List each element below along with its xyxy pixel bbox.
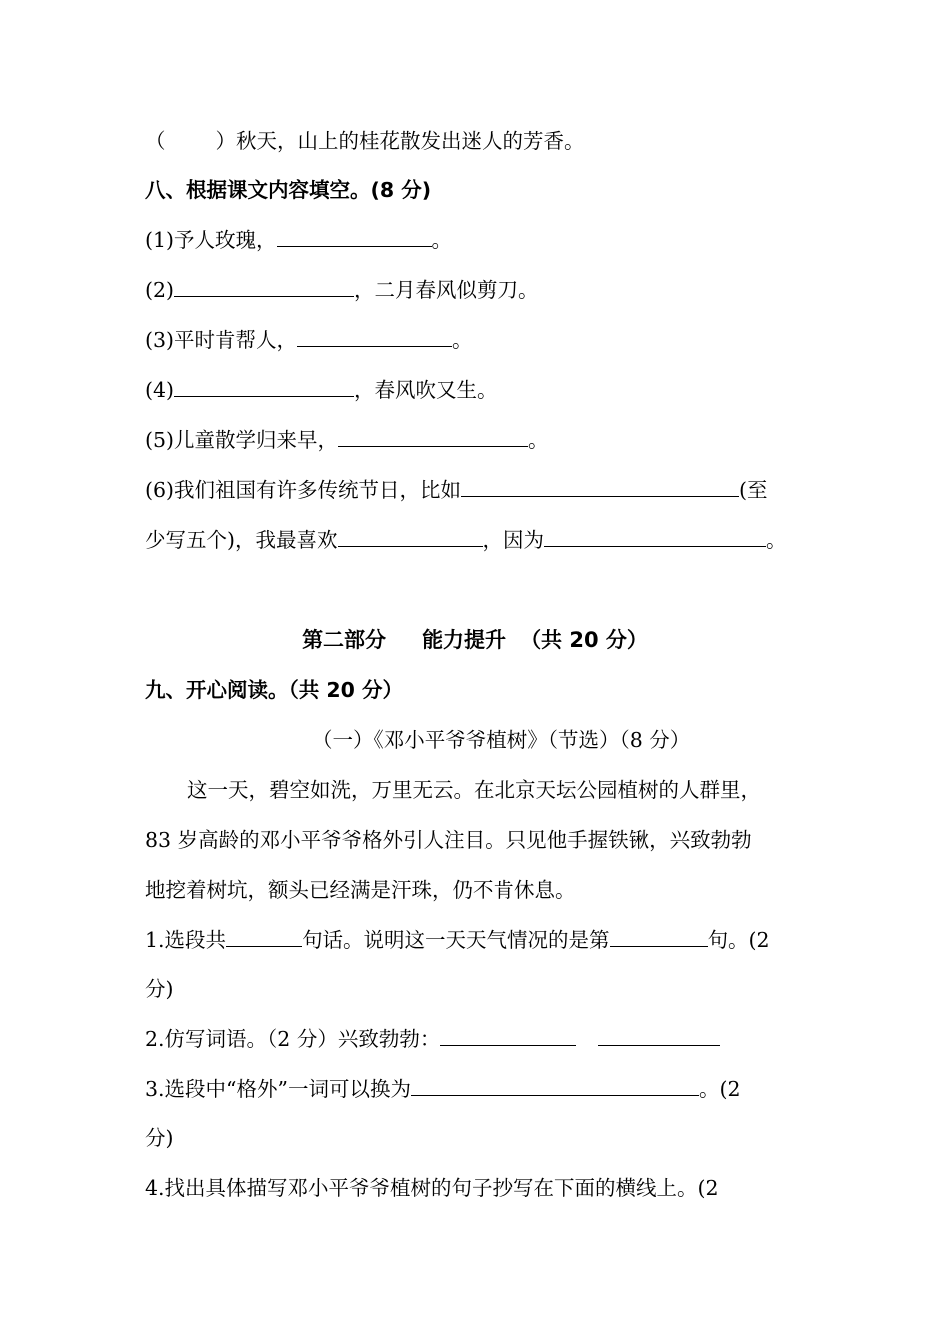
fill-item-3 — [145, 326, 473, 354]
question-line-tail — [145, 127, 585, 155]
fill-blank[interactable] — [598, 1025, 720, 1046]
fill-blank[interactable] — [610, 926, 708, 947]
item-prompt: ，因为 — [482, 528, 544, 552]
item-suffix: (至 — [739, 478, 768, 502]
item-suffix: 。 — [431, 228, 453, 252]
section9-heading: 九、开心阅读。（共 20 分） — [145, 678, 404, 702]
passage-line: 地挖着树坑，额头已经满是汗珠，仍不肯休息。 — [145, 878, 576, 902]
answer-paren-open: （ — [145, 129, 166, 153]
fill-blank[interactable] — [174, 376, 354, 397]
item-number: (6) — [145, 478, 175, 502]
passage-title: （一）《邓小平爷爷植树》（节选）（8 分） — [312, 728, 691, 752]
item-prompt: 我们祖国有许多传统节日，比如 — [174, 478, 462, 502]
question-3 — [145, 1075, 741, 1103]
section8-heading: 八、根据课文内容填空。(8 分) — [145, 178, 432, 202]
item-prompt: 平时肯帮人， — [174, 328, 298, 352]
fill-item-5 — [145, 426, 549, 454]
item-suffix: 。 — [528, 428, 549, 452]
fill-blank[interactable] — [277, 226, 432, 247]
part2-title — [0, 626, 950, 654]
question-text: 1.选段共 — [145, 928, 227, 952]
fill-blank[interactable] — [297, 326, 452, 347]
item-suffix: 。 — [452, 328, 473, 352]
item-number: (4) — [145, 378, 175, 402]
question-3-cont: 分) — [145, 1126, 174, 1150]
item-suffix: 。 — [766, 528, 787, 552]
fill-blank[interactable] — [411, 1075, 699, 1096]
passage-line: 这一天，碧空如洗，万里无云。在北京天坛公园植树的人群里， — [187, 778, 761, 802]
fill-blank[interactable] — [338, 526, 483, 547]
answer-paren-close: ） — [215, 129, 236, 153]
item-number: (1) — [145, 228, 175, 252]
fill-item-6 — [145, 476, 768, 504]
item-suffix: ，春风吹又生。 — [354, 378, 498, 402]
fill-blank[interactable] — [461, 476, 739, 497]
fill-blank[interactable] — [338, 426, 528, 447]
item-suffix: ，二月春风似剪刀。 — [354, 278, 539, 302]
fill-blank[interactable] — [544, 526, 766, 547]
question-text: 。(2 — [699, 1077, 741, 1101]
question-4: 4.找出具体描写邓小平爷爷植树的句子抄写在下面的横线上。(2 — [145, 1176, 719, 1200]
question-1 — [145, 926, 770, 954]
part-label: 第二部分 — [302, 628, 387, 652]
sentence-text: 秋天，山上的桂花散发出迷人的芳香。 — [236, 129, 585, 153]
fill-blank[interactable] — [174, 276, 354, 297]
item-number: (3) — [145, 328, 175, 352]
part-score: （共 20 分） — [520, 628, 648, 652]
fill-item-1 — [145, 226, 452, 254]
fill-item-6-cont — [145, 526, 787, 554]
question-text: 3.选段中“格外”一词可以换为 — [145, 1077, 412, 1101]
part-name: 能力提升 — [422, 628, 507, 652]
fill-blank[interactable] — [440, 1025, 576, 1046]
fill-item-4 — [145, 376, 498, 404]
question-text: 句话。说明这一天天气情况的是第 — [302, 928, 610, 952]
question-text: 2.仿写词语。（2 分）兴致勃勃： — [145, 1027, 441, 1051]
question-2 — [145, 1025, 720, 1053]
fill-blank[interactable] — [226, 926, 302, 947]
question-text: 句。(2 — [707, 928, 770, 952]
question-1-cont: 分) — [145, 977, 174, 1001]
fill-item-2 — [145, 276, 539, 304]
item-prompt: 予人玫瑰， — [174, 228, 277, 252]
item-number: (5) — [145, 428, 175, 452]
passage-line: 83 岁高龄的邓小平爷爷格外引人注目。只见他手握铁锹，兴致勃勃 — [145, 828, 752, 852]
item-number: (2) — [145, 278, 175, 302]
item-prompt: 儿童散学归来早， — [174, 428, 339, 452]
item-prompt: 少写五个)，我最喜欢 — [145, 528, 338, 552]
